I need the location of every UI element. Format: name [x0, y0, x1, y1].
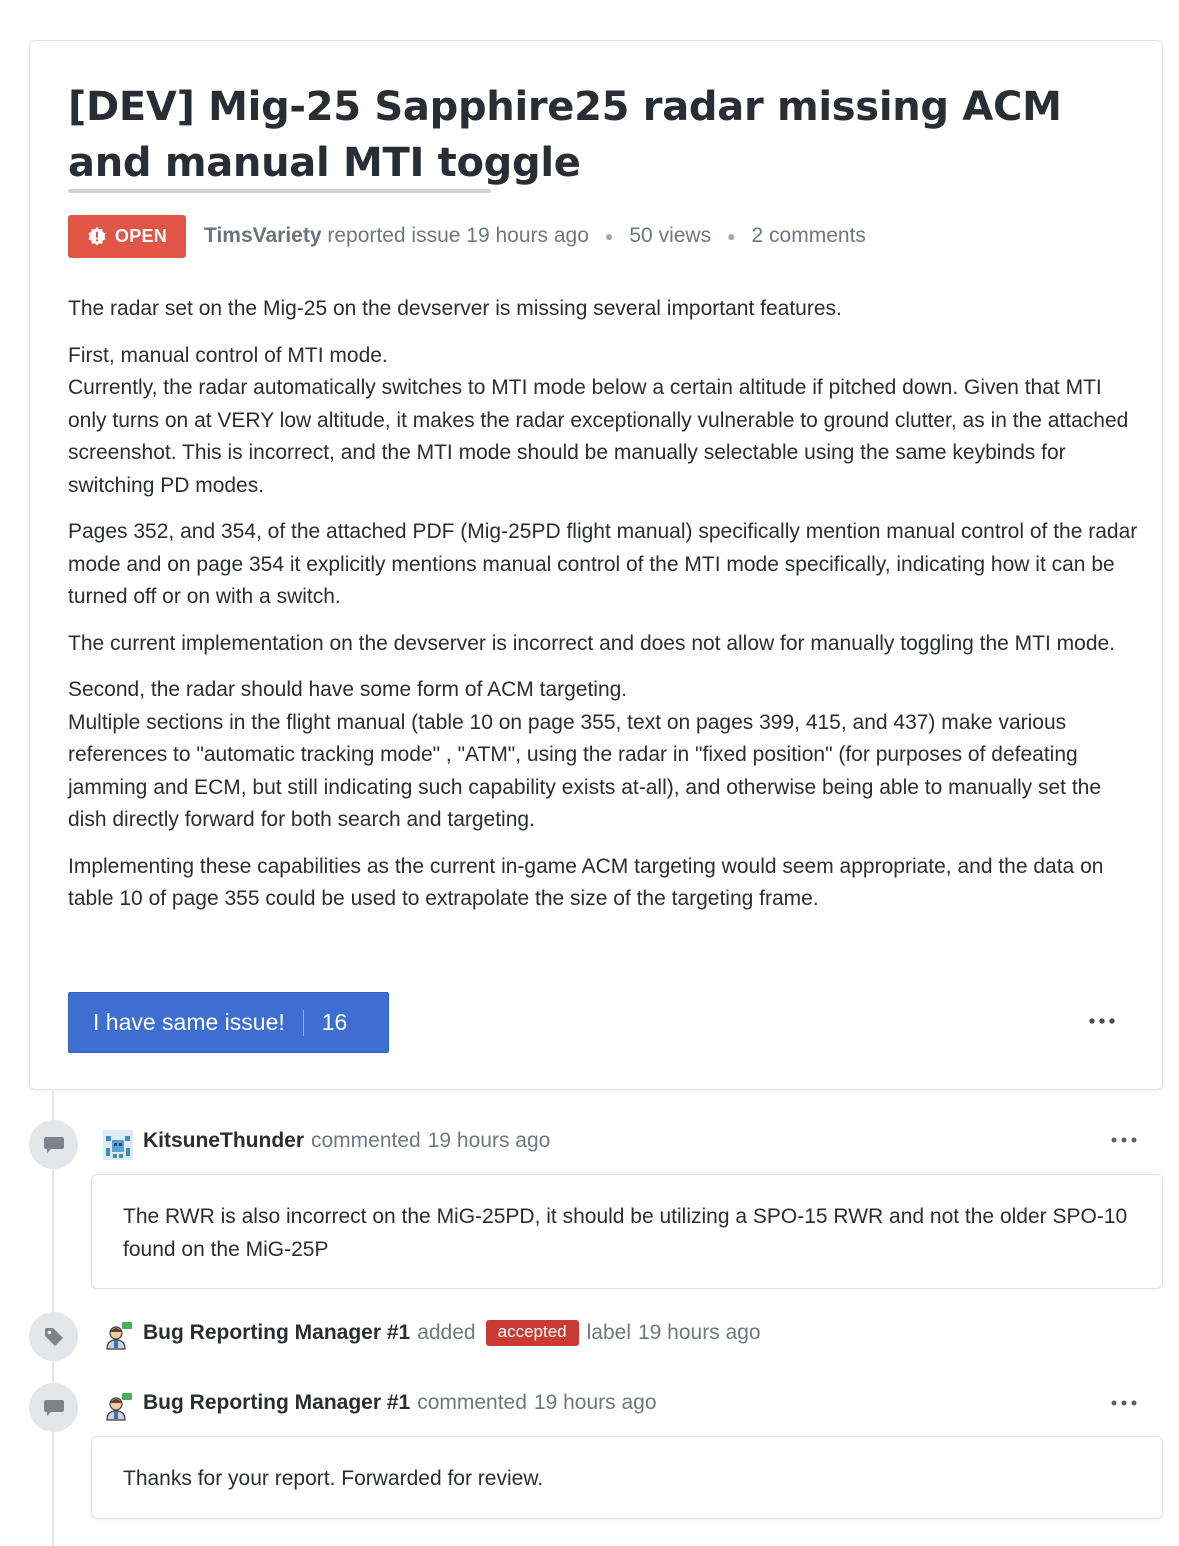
comment-header — [143, 1391, 657, 1415]
comment-icon — [29, 1120, 78, 1169]
comment-time: 19 hours ago — [533, 1391, 657, 1414]
avatar — [103, 1392, 133, 1422]
event-user[interactable]: Bug Reporting Manager #1 — [143, 1321, 411, 1344]
body-paragraph: Second, the radar should have some form of ACM targeting. Multiple sections in the flight manual (table 10 on page 355, text on pages 399, 415, and 437) make various references to "automatic tracking mode" , "ATM", using the radar in "fixed position" (for purposes of defeating jamming and ECM, but still indicating such capability exists at-all), and otherwise being able to manually set the dish directly forward for both search and targeting. — [68, 678, 1102, 831]
status-badge — [68, 215, 186, 258]
body-paragraph: First, manual control of MTI mode. Currently, the radar automatically switches to MTI mode below a certain altitude if pitched down. Given that MTI only turns on at VERY low altitude, it makes the radar exceptionally vulnerable to ground clutter, as in the attached screenshot. This is incorrect, and the MTI mode should be manually selectable using the same keybinds for switching PD modes. — [68, 343, 1129, 497]
event-action: added — [417, 1321, 476, 1344]
same-issue-button[interactable] — [68, 992, 389, 1053]
comment-action: commented — [311, 1129, 421, 1152]
meta-separator: ● — [604, 228, 614, 244]
issue-body — [68, 293, 1138, 930]
comment-icon — [29, 1383, 78, 1432]
event-time: 19 hours ago — [637, 1321, 761, 1344]
issue-card — [29, 40, 1163, 1090]
event-suffix: label — [586, 1321, 631, 1344]
same-issue-count: 16 — [321, 1009, 348, 1035]
more-options-icon[interactable] — [1110, 1134, 1138, 1146]
issue-meta — [68, 214, 866, 258]
same-issue-label: I have same issue! — [93, 1009, 285, 1035]
comment-time: 19 hours ago — [427, 1129, 551, 1152]
label-event — [143, 1320, 761, 1346]
tag-icon — [29, 1312, 78, 1361]
issue-author[interactable]: TimsVariety — [204, 224, 322, 247]
issue-views: 50 views — [629, 224, 712, 247]
avatar — [103, 1321, 133, 1351]
more-options-icon[interactable] — [1087, 1011, 1117, 1031]
title-underline — [68, 189, 491, 193]
status-label: OPEN — [114, 225, 168, 246]
comment-header — [143, 1129, 550, 1153]
issue-time: 19 hours ago — [466, 224, 589, 247]
accepted-label[interactable]: accepted — [486, 1320, 579, 1346]
body-paragraph: Pages 352, and 354, of the attached PDF (Mig-25PD flight manual) specifically mention manual control of the radar mode and on page 354 it explicitly mentions manual control of the MTI mode specifically, indicating how it can be turned off or on with a switch. — [68, 520, 1138, 608]
comment-action: commented — [417, 1391, 527, 1414]
comment-body: The RWR is also incorrect on the MiG-25PD, it should be utilizing a SPO-15 RWR and not the older SPO-10 found on the MiG-25P — [91, 1174, 1163, 1289]
avatar — [103, 1130, 133, 1160]
alert-badge-icon — [87, 226, 107, 246]
issue-comment-count: 2 comments — [751, 224, 866, 247]
comment-user[interactable]: Bug Reporting Manager #1 — [143, 1391, 411, 1414]
meta-separator: ● — [727, 228, 736, 244]
issue-action: reported issue — [327, 224, 461, 247]
body-paragraph: The current implementation on the devserver is incorrect and does not allow for manually toggling the MTI mode. — [68, 631, 1116, 655]
comment-body: Thanks for your report. Forwarded for review. — [91, 1436, 1163, 1519]
button-divider — [303, 1010, 304, 1036]
more-options-icon[interactable] — [1110, 1397, 1138, 1409]
body-paragraph: The radar set on the Mig-25 on the devserver is missing several important features. — [68, 297, 842, 320]
body-paragraph: Implementing these capabilities as the current in-game ACM targeting would seem appropriate, and the data on table 10 of page 355 could be used to extrapolate the size of the targeting frame. — [68, 854, 1104, 910]
issue-title: [DEV] Mig-25 Sapphire25 radar missing ACM and manual MTI toggle — [68, 84, 1062, 186]
comment-user[interactable]: KitsuneThunder — [143, 1129, 304, 1152]
